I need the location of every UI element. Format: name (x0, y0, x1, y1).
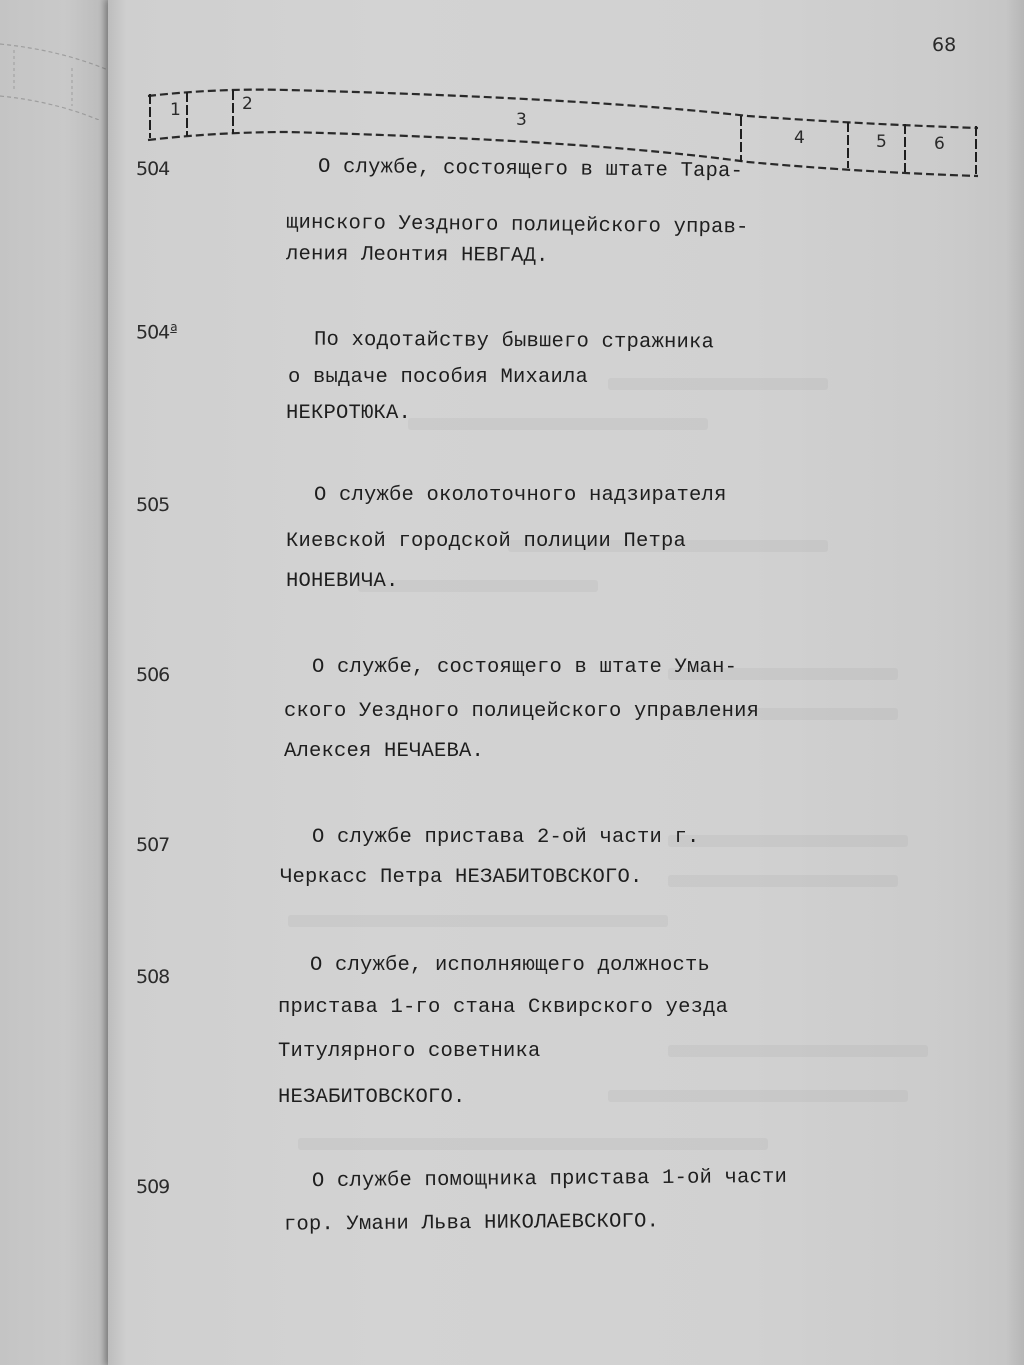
entry-number: 507 (136, 834, 170, 856)
entry-text-line: НЕЗАБИТОВСКОГО. (278, 1086, 466, 1109)
entry-text-line: ления Леонтия НЕВГАД. (285, 243, 549, 268)
column-label-6: 6 (934, 134, 945, 154)
previous-page-header-ghost (0, 40, 108, 120)
bleed-through (408, 418, 708, 430)
entry-text-line: О службе пристава 2-ой части г. (312, 826, 700, 849)
column-label-3: 3 (516, 110, 527, 130)
bleed-through (668, 875, 898, 887)
column-label-4: 4 (794, 128, 805, 148)
entry-number: 505 (136, 494, 170, 516)
bleed-through (608, 1090, 908, 1102)
entry-text-line: пристава 1-го стана Сквирского уезда (278, 996, 729, 1019)
entry-text-line: щинского Уездного полицейского управ- (285, 211, 749, 240)
column-label-5: 5 (876, 132, 887, 152)
page-edge-shadow (1006, 0, 1024, 1365)
bleed-through (608, 378, 828, 390)
bleed-through (668, 835, 908, 847)
entry-text-line: Черкасс Петра НЕЗАБИТОВСКОГО. (280, 866, 643, 889)
entry-text-line: О службе, исполняющего должность (310, 954, 711, 977)
entry-text-line: О службе, состоящего в штате Уман- (312, 656, 738, 679)
entry-number: 504 (136, 158, 170, 180)
entry-text-line: О службе помощника пристава 1-ой части (311, 1165, 788, 1194)
page-number: 68 (932, 34, 957, 56)
entry-text-line: О службе, состоящего в штате Тара- (317, 155, 744, 184)
entry-number-suffix: а (170, 320, 177, 334)
entry-text-line: Киевской городской полиции Петра (286, 530, 687, 553)
column-label-2: 2 (242, 94, 253, 114)
column-label-1: 1 (170, 100, 181, 120)
entry-text-line: НОНЕВИЧА. (286, 570, 399, 593)
entry-text-line: ского Уездного полицейского управления (284, 700, 760, 723)
bleed-through (298, 1138, 768, 1150)
entry-number: 509 (136, 1176, 170, 1198)
bleed-through (288, 915, 668, 927)
entry-text-line: По ходотайству бывшего стражника (313, 328, 715, 355)
document-page (108, 0, 1024, 1365)
entry-number: 508 (136, 966, 170, 988)
entry-text-line: НЕКРОТЮКА. (286, 402, 412, 425)
previous-page-edge (0, 0, 108, 1365)
entry-text-line: Титулярного советника (278, 1040, 541, 1063)
bleed-through (668, 1045, 928, 1057)
entry-text-line: О службе околоточного надзирателя (314, 484, 727, 507)
entry-number: $504^а$ (136, 320, 177, 344)
entry-text-line: Алексея НЕЧАЕВА. (284, 740, 485, 763)
entry-number: 506 (136, 664, 170, 686)
entry-text-line: о выдаче пособия Михаила (288, 366, 589, 389)
entry-text-line: гор. Умани Льва НИКОЛАЕВСКОГО. (283, 1210, 660, 1237)
